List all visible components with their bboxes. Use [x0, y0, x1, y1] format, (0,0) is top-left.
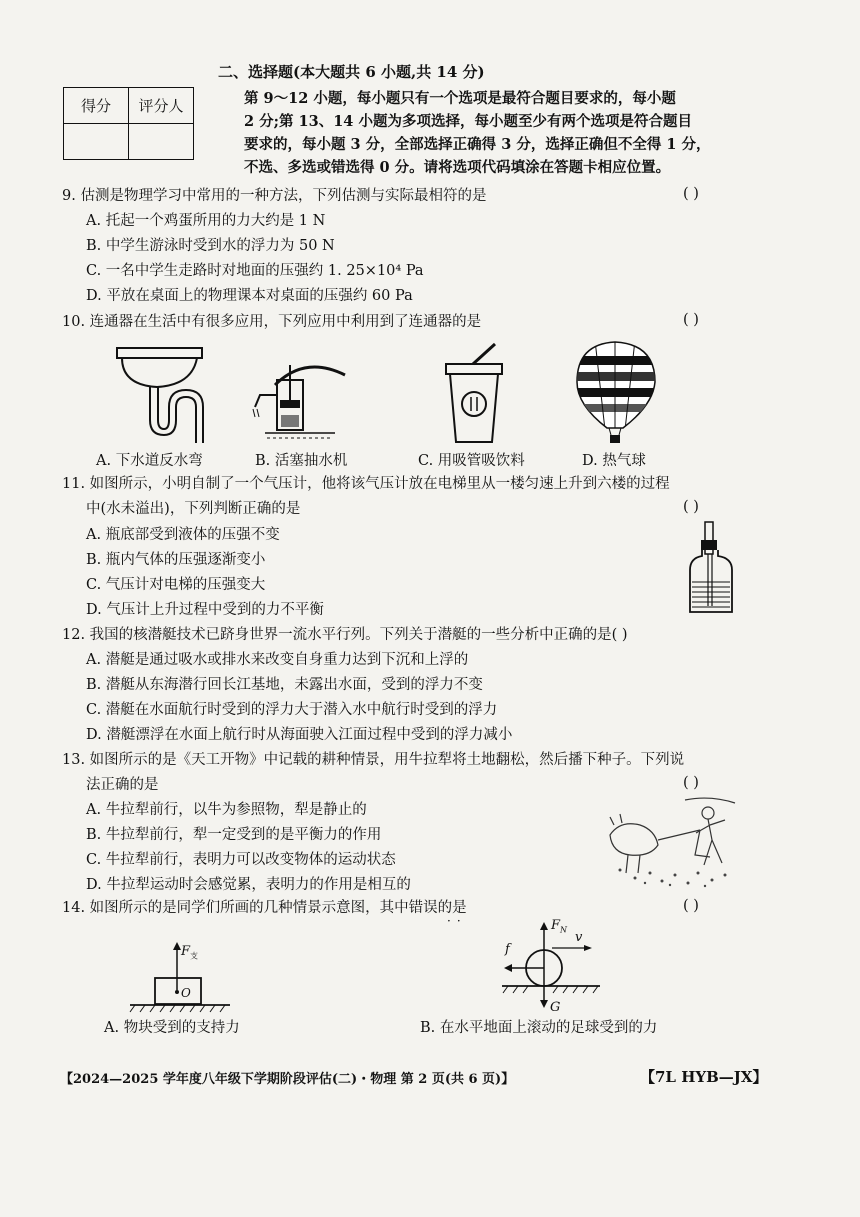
label-support-force: $F_支$	[181, 944, 199, 961]
instruction-line: 2 分;第 13、14 小题为多项选择，每小题至少有两个选项是符合题目	[244, 113, 692, 130]
drink-cup-figure	[440, 342, 510, 447]
q11-option-b: B. 瓶内气体的压强逐渐变小	[86, 552, 266, 568]
q12-option-c: C. 潜艇在水面航行时受到的浮力大于潜入水中航行时受到的浮力	[86, 702, 498, 718]
label-friction: f	[505, 942, 510, 957]
q14-answer-paren[interactable]: ( )	[683, 898, 699, 914]
section-instructions	[244, 87, 711, 179]
q10-caption-c: C. 用吸管吸饮料	[418, 453, 525, 469]
ox-plowing-figure	[600, 795, 740, 890]
q10-caption-b: B. 活塞抽水机	[255, 453, 348, 469]
q11-option-a: A. 瓶底部受到液体的压强不变	[86, 527, 280, 543]
grader-cell[interactable]	[129, 124, 194, 160]
hot-air-balloon-figure	[575, 340, 660, 445]
q14-caption-a: A. 物块受到的支持力	[104, 1020, 240, 1036]
grader-label: 评分人	[129, 88, 194, 124]
q9-answer-paren[interactable]: ( )	[683, 186, 699, 202]
q11-answer-paren[interactable]: ( )	[683, 499, 699, 515]
q10-caption-a: A. 下水道反水弯	[96, 453, 203, 469]
q9-option-b: B. 中学生游泳时受到水的浮力为 50 N	[86, 238, 335, 254]
q14-stem: 14. 如图所示的是同学们所画的几种情景示意图，其中错误的是	[62, 900, 467, 916]
block-support-force-figure	[125, 940, 235, 1015]
q9-stem: 9. 估测是物理学习中常用的一种方法，下列估测与实际最相符的是	[62, 188, 487, 204]
q11-option-c: C. 气压计对电梯的压强变大	[86, 577, 266, 593]
q9-option-a: A. 托起一个鸡蛋所用的力大约是 1 N	[86, 213, 326, 229]
instruction-line: 不选、多选或错选得 0 分。请将选项代码填涂在答题卡相应位置。	[244, 159, 671, 176]
q13-option-b: B. 牛拉犁前行，犁一定受到的是平衡力的作用	[86, 827, 382, 843]
q12-stem: 12. 我国的核潜艇技术已跻身世界一流水平行列。下列关于潜艇的一些分析中正确的是( )	[62, 627, 628, 643]
q12-option-b: B. 潜艇从东海潜行回长江基地，未露出水面，受到的浮力不变	[86, 677, 483, 693]
q9-option-c: C. 一名中学生走路时对地面的压强约 1. 25×10⁴ Pa	[86, 263, 424, 279]
q12-option-d: D. 潜艇漂浮在水面上航行时从海面驶入江面过程中受到的浮力减小	[86, 727, 513, 743]
section-title: 二、选择题(本大题共 6 小题,共 14 分)	[218, 63, 485, 81]
q10-stem: 10. 连通器在生活中有很多应用，下列应用中利用到了连通器的是	[62, 314, 482, 330]
q13-option-c: C. 牛拉犁前行，表明力可以改变物体的运动状态	[86, 852, 396, 868]
q11-stem-line2: 中(水未溢出)，下列判断正确的是	[86, 501, 301, 517]
q9-option-d: D. 平放在桌面上的物理课本对桌面的压强约 60 Pa	[86, 288, 413, 304]
label-gravity: G	[550, 1000, 561, 1015]
q13-answer-paren[interactable]: ( )	[683, 775, 699, 791]
instruction-line: 要求的，每小题 3 分，全部选择正确得 3 分，选择正确但不全得 1 分，	[244, 136, 711, 153]
score-label: 得分	[64, 88, 129, 124]
emphasis-dots: ··	[447, 914, 467, 928]
footer-code: 【7L HYB—JX】	[640, 1068, 768, 1086]
q10-caption-d: D. 热气球	[582, 453, 646, 469]
piston-pump-figure	[245, 345, 355, 445]
sink-trap-figure	[112, 345, 212, 445]
footer-exam-info: 【2024—2025 学年度八年级下学期阶段评估(二)・物理 第 2 页(共 6 页)】	[60, 1072, 515, 1087]
label-normal-force: $F_N$	[551, 918, 568, 935]
barometer-bottle-figure	[688, 522, 738, 617]
q13-stem-line1: 13. 如图所示的是《天工开物》中记载的耕种情景，用牛拉犁将土地翻松，然后播下种子。下列说	[62, 752, 685, 768]
q10-answer-paren[interactable]: ( )	[683, 312, 699, 328]
q14-caption-b: B. 在水平地面上滚动的足球受到的力	[420, 1020, 658, 1036]
score-cell[interactable]	[64, 124, 129, 160]
q13-stem-line2: 法正确的是	[86, 777, 159, 793]
score-table	[63, 87, 194, 160]
q12-option-a: A. 潜艇是通过吸水或排水来改变自身重力达到下沉和上浮的	[86, 652, 469, 668]
instruction-line: 第 9～12 小题，每小题只有一个选项是最符合题目要求的，每小题	[244, 90, 676, 107]
q11-stem-line1: 11. 如图所示，小明自制了一个气压计，他将该气压计放在电梯里从一楼匀速上升到六楼的过程	[62, 476, 670, 492]
q13-option-d: D. 牛拉犁运动时会感觉累，表明力的作用是相互的	[86, 877, 411, 893]
label-velocity: v	[575, 930, 583, 945]
label-center-o: O	[181, 986, 191, 1000]
q13-option-a: A. 牛拉犁前行，以牛为参照物，犁是静止的	[86, 802, 367, 818]
q11-option-d: D. 气压计上升过程中受到的力不平衡	[86, 602, 324, 618]
